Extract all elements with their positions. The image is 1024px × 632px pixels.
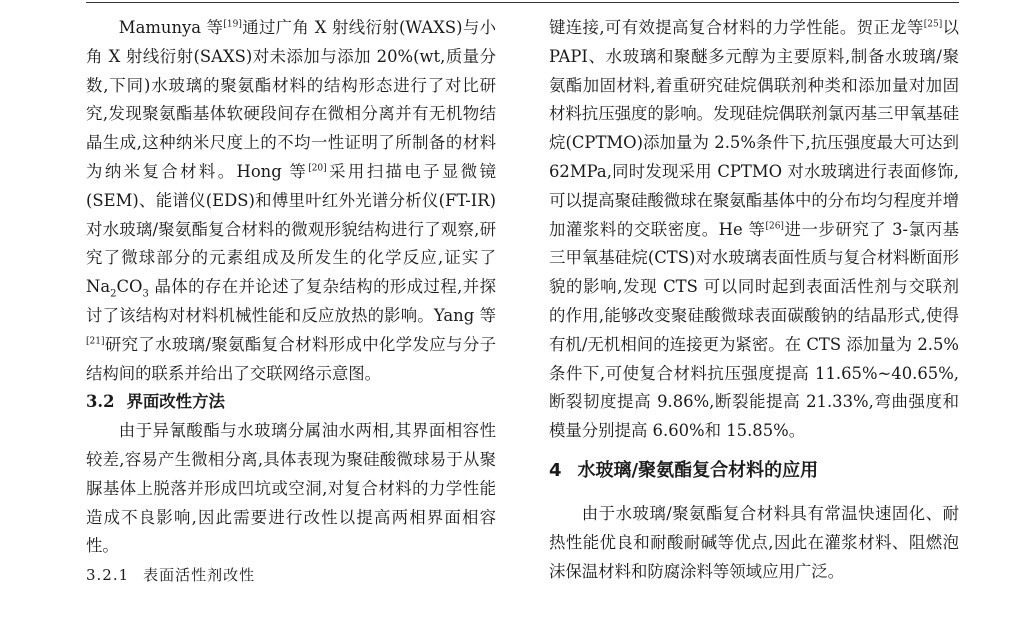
citation-19[interactable]: [19]: [223, 19, 242, 30]
citation-21[interactable]: [21]: [86, 336, 105, 347]
citation-25[interactable]: [25]: [923, 19, 943, 30]
subsection-heading-3-2-1: 3.2.1 表面活性剂改性: [86, 566, 256, 585]
header-rule: [86, 2, 959, 3]
section-heading-3-2: 3.2 界面改性方法: [86, 392, 225, 412]
section-heading-4: 4 水玻璃/聚氨酯复合材料的应用: [549, 459, 819, 481]
citation-26[interactable]: [26]: [765, 221, 784, 232]
left-column: [86, 14, 496, 590]
paragraph-characterization: Mamunya 等[19]通过广角 X 射线衍射(WAXS)与小角 X 射线衍射(SAXS)对未添加与添加 20%(wt,质量分数,下同)水玻璃的聚氨酯材料的结构形态进行了对比研究,发现聚氨酯基体软硬段间存在微相分离并有无机物结晶生成,这种纳米尺度上的不均一性证明了所制备的材料为纳米复合材料。Hong 等[20]采用扫描电子显微镜(SEM)、能谱仪(EDS)和傅里叶红外光谱分析仪(FT-IR)对水玻璃/聚氨酯复合材料的微观形貌结构进行了观察,研究了微球部分的元素组成及所发生的化学反应,证实了 $Na_2CO_3$ 晶体的存在并论述了复杂结构的形成过程,并探讨了该结构对材料机械性能和反应放热的影响。Yang 等[21]研究了水玻璃/聚氨酯复合材料形成中化学发应与分子结构间的联系并给出了交联网络示意图。: [86, 18, 497, 383]
paragraph-interface: 由于异氰酸酯与水玻璃分属油水两相,其界面相容性较差,容易产生微相分离,具体表现为聚硅酸微球易于从聚脲基体上脱落并形成凹坑或空洞,对复合材料的力学性能造成不良影响,因此需要进行改性以提高两相界面相容性。: [86, 421, 496, 556]
right-column: [549, 14, 959, 586]
citation-20[interactable]: [20]: [308, 163, 327, 174]
paragraph-coupling-agent: 键连接,可有效提高复合材料的力学性能。贺正龙等[25]以 PAPI、水玻璃和聚醚多元醇为主要原料,制备水玻璃/聚氨酯加固材料,着重研究硅烷偶联剂种类和添加量对加固材料抗压强度的影响。发现硅烷偶联剂氯丙基三甲氧基硅烷(CPTMO)添加量为 2.5%条件下,抗压强度最大可达到 62MPa,同时发现采用 CPTMO 对水玻璃进行表面修饰,可以提高聚硅酸微球在聚氨酯基体中的分布均匀程度并增加灌浆料的交联密度。He 等[26]进一步研究了 3-氯丙基三甲氧基硅烷(CTS)对水玻璃表面性质与复合材料断面形貌的影响,发现 CTS 可以同时起到表面活性剂与交联剂的作用,能够改变聚硅酸微球表面碳酸钠的结晶形式,使得有机/无机相间的连接更为紧密。在 CTS 添加量为 2.5%条件下,可使复合材料抗压强度提高 11.65%~40.65%,断裂韧度提高 9.86%,断裂能提高 21.33%,弯曲强度和模量分别提高 6.60%和 15.85%。: [549, 18, 959, 441]
paragraph-applications: 由于水玻璃/聚氨酯复合材料具有常温快速固化、耐热性能优良和耐酸耐碱等优点,因此在灌浆材料、阻燃泡沫保温材料和防腐涂料等领域应用广泛。: [549, 503, 959, 581]
